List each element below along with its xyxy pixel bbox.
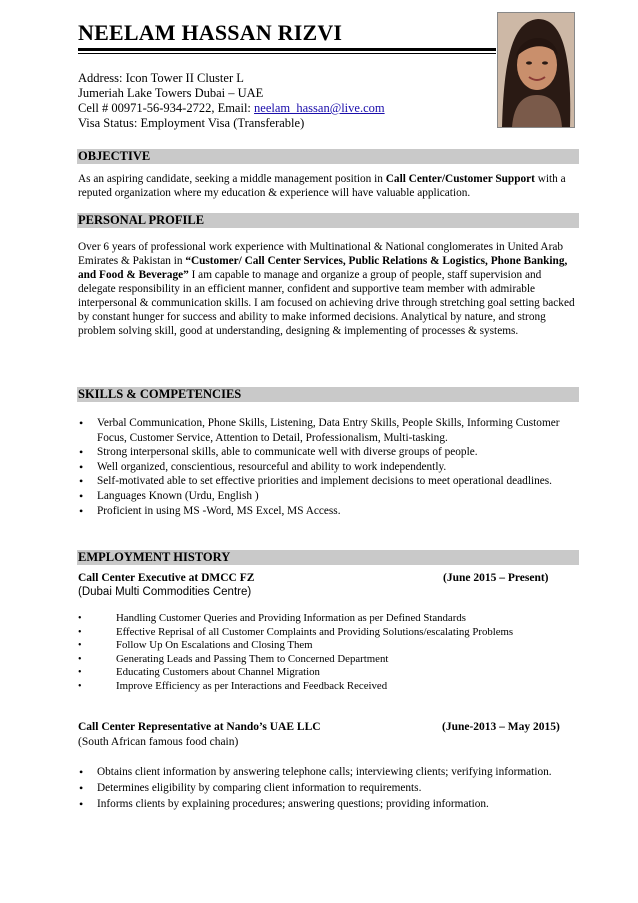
duty-item: • Educating Customers about Channel Migration xyxy=(78,666,583,680)
visa-status: Visa Status: Employment Visa (Transferable) xyxy=(78,116,305,130)
duty-item: • Obtains client information by answering telephone calls; interviewing clients; verifying information. xyxy=(78,764,583,780)
skills-heading: SKILLS & COMPETENCIES xyxy=(77,387,579,402)
skill-item: • Strong interpersonal skills, able to communicate well with diverse groups of people. xyxy=(78,445,583,460)
objective-text-part2: with a reputed organization where my education & experience will have valuable application. xyxy=(78,173,566,199)
job-2-subtitle: (South African famous food chain) xyxy=(78,736,239,748)
contact-block xyxy=(78,71,385,131)
skill-item: • Languages Known (Urdu, English ) xyxy=(78,489,583,504)
duty-item: • Effective Reprisal of all Customer Complaints and Providing Solutions/escalating Problems xyxy=(78,626,583,640)
objective-text xyxy=(78,172,580,200)
duty-item: • Determines eligibility by comparing client information to requirements. xyxy=(78,780,583,796)
job-1-subtitle: (Dubai Multi Commodities Centre) xyxy=(78,586,252,598)
skill-item: • Self-motivated able to set effective priorities and implement decisions to meet operational deadlines. xyxy=(78,474,583,489)
job-2-dates: (June-2013 – May 2015) xyxy=(442,721,560,733)
cell-email-line xyxy=(78,101,385,116)
duty-item: • Generating Leads and Passing Them to Concerned Department xyxy=(78,653,583,667)
job-2-duties xyxy=(78,764,583,812)
objective-heading: OBJECTIVE xyxy=(77,149,579,164)
job-2-title: Call Center Representative at Nando’s UAE LLC xyxy=(78,721,321,733)
candidate-name: NEELAM HASSAN RIZVI xyxy=(78,20,343,45)
header-rule-thin xyxy=(78,53,496,54)
job-1-dates: (June 2015 – Present) xyxy=(443,572,549,584)
employment-history-heading: EMPLOYMENT HISTORY xyxy=(77,550,579,565)
profile-photo-illustration xyxy=(498,13,574,127)
personal-profile-heading: PERSONAL PROFILE xyxy=(77,213,579,228)
email-link[interactable]: neelam_hassan@live.com xyxy=(254,101,385,115)
objective-text-part1: As an aspiring candidate, seeking a middle management position in xyxy=(78,173,386,185)
address-line-1: Address: Icon Tower II Cluster L xyxy=(78,71,244,85)
skill-item: • Proficient in using MS -Word, MS Excel, MS Access. xyxy=(78,504,583,519)
duty-item: • Informs clients by explaining procedures; answering questions; providing information. xyxy=(78,796,583,812)
profile-photo xyxy=(497,12,575,128)
skill-item: • Well organized, conscientious, resourceful and ability to work independently. xyxy=(78,460,583,475)
duty-item: • Improve Efficiency as per Interactions and Feedback Received xyxy=(78,680,583,694)
duty-item: • Follow Up On Escalations and Closing Them xyxy=(78,639,583,653)
profile-text-part2: I am capable to manage and organize a group of people, staff supervision and delegate responsibility in an efficient manner, confident and supportive team member with admirable interpersonal & communication skills. I am focused on achieving drive through stretching goal setting backed by constant hunger for success and ability to make informed decisions. Analytical by nature, and strong problem solving skill, good at understanding, designing & implementing of processes & systems. xyxy=(78,269,575,337)
duty-item: • Handling Customer Queries and Providing Information as per Defined Standards xyxy=(78,612,583,626)
job-1-title: Call Center Executive at DMCC FZ xyxy=(78,572,255,584)
header-rule-thick xyxy=(78,48,496,51)
personal-profile-text xyxy=(78,240,580,338)
profile-text-bold: “Customer/ Call Center Services, Public Relations & Logistics, Phone Banking, and Food & Beverage” xyxy=(78,255,568,281)
profile-text-part1: Over 6 years of professional work experience with Multinational & National conglomerates in United Arab Emirates & Pakistan in xyxy=(78,241,563,267)
job-1-duties xyxy=(78,612,583,694)
cell-number: Cell # 00971-56-934-2722, Email: xyxy=(78,101,255,115)
objective-text-bold: Call Center/Customer Support xyxy=(385,173,535,185)
skills-list xyxy=(78,416,583,518)
skill-item: • Verbal Communication, Phone Skills, Listening, Data Entry Skills, People Skills, Informing Customer Focus, Customer Service, Attention to Detail, Professionalism, Multi-tasking. xyxy=(78,416,583,445)
address-line-2: Jumeriah Lake Towers Dubai – UAE xyxy=(78,86,264,100)
